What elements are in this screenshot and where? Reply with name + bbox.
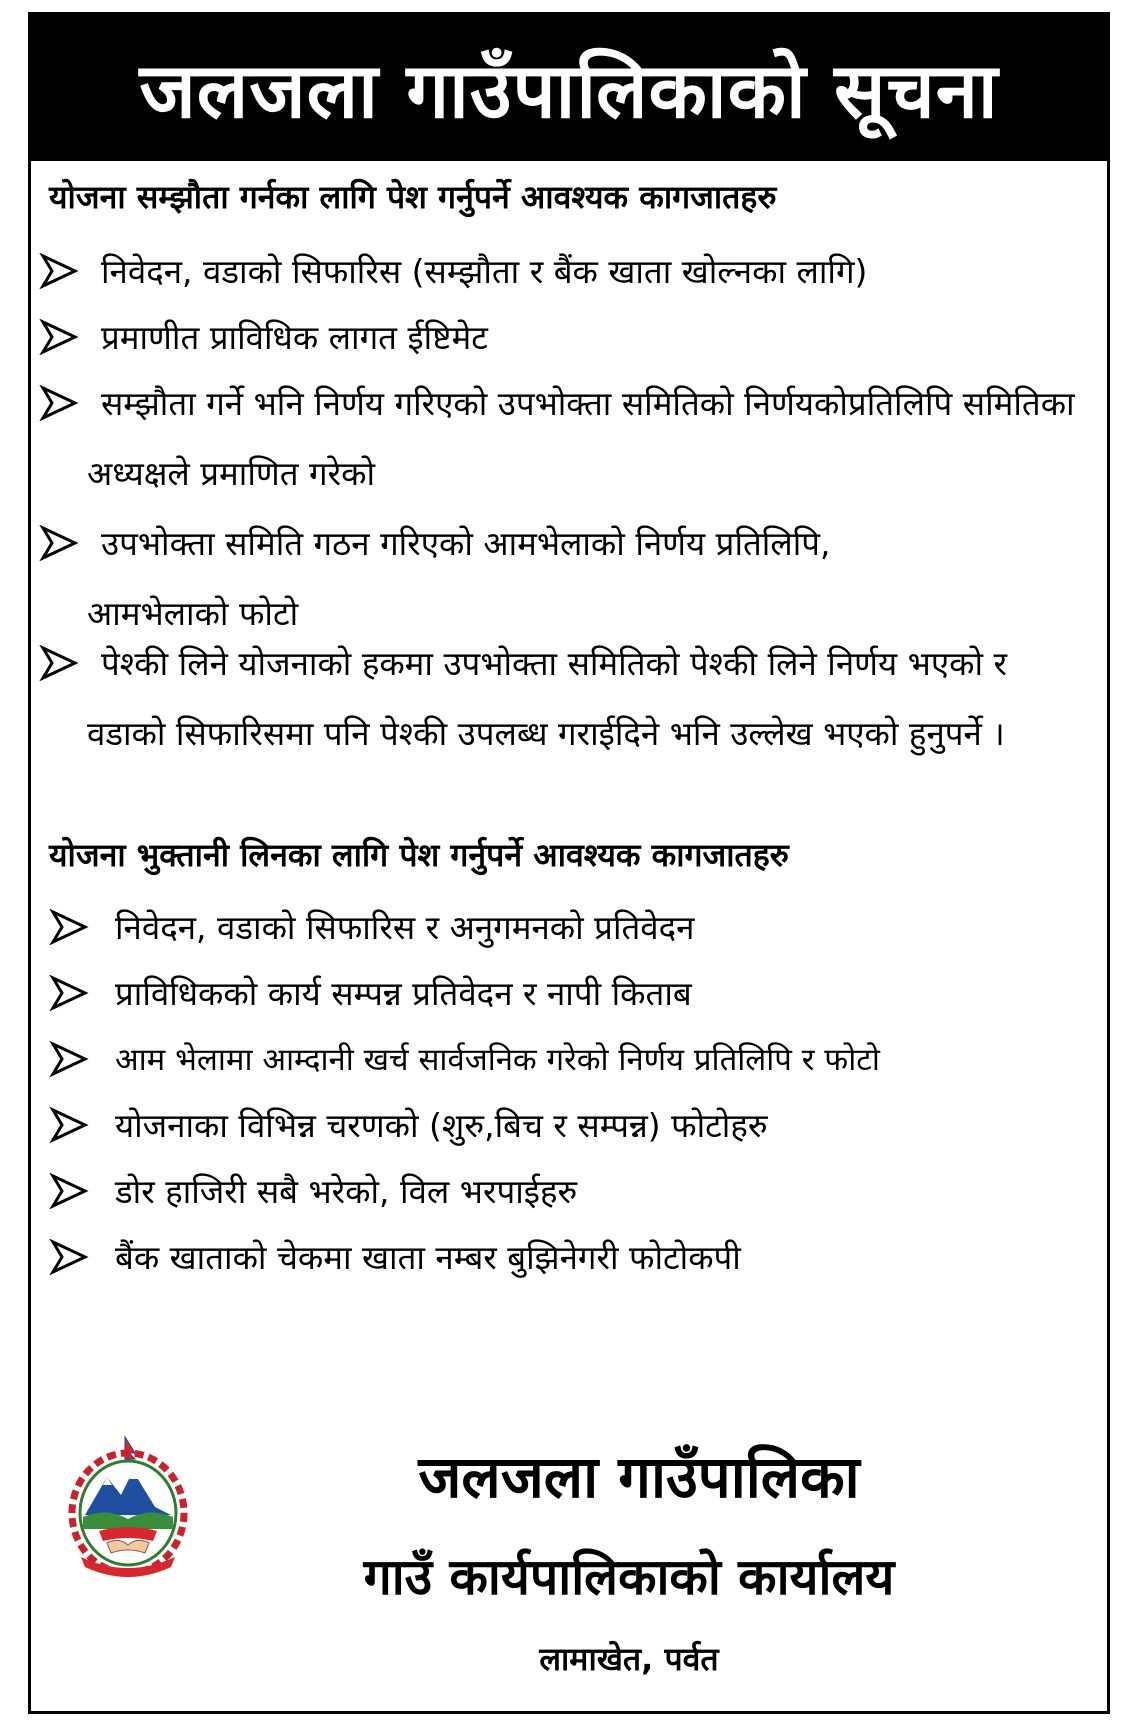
section-heading-agreement: योजना सम्झौता गर्नका लागि पेश गर्नुपर्ने आवश्यक कागजातहरु <box>49 178 777 216</box>
office-address: लामाखेत, पर्वत <box>539 1640 719 1678</box>
list-item-text: आम भेलामा आम्दानी खर्च सार्वजनिक गरेको निर्णय प्रतिलिपि र फोटो <box>115 1042 880 1078</box>
arrowhead-bullet-icon <box>39 319 79 355</box>
nepal-government-emblem-icon <box>63 1433 193 1583</box>
arrowhead-bullet-icon <box>49 909 89 945</box>
arrowhead-bullet-icon <box>49 975 89 1011</box>
list-item-text: उपभोक्ता समिति गठन गरिएको आमभेलाको निर्णय प्रतिलिपि, आमभेलाको फोटो <box>87 524 831 633</box>
arrowhead-bullet-icon <box>49 1107 89 1143</box>
notice-frame <box>28 12 1110 1714</box>
arrowhead-bullet-icon <box>49 1173 89 1209</box>
title-bar <box>31 15 1107 161</box>
section-heading-payment: योजना भुक्तानी लिनका लागि पेश गर्नुपर्ने आवश्यक कागजातहरु <box>49 836 789 874</box>
list-item-text: प्राविधिकको कार्य सम्पन्न प्रतिवेदन र नापी किताब <box>115 974 692 1013</box>
arrowhead-bullet-icon <box>49 1041 89 1077</box>
list-item <box>31 369 1107 509</box>
list-item-text: योजनाका विभिन्न चरणको (शुरु,बिच र सम्पन्न) फोटोहरु <box>115 1106 768 1145</box>
list-item-text: पेश्की लिने योजनाको हकमा उपभोक्ता समितिको पेश्की लिने निर्णय भएको र वडाको सिफारिसमा पनि पेश्की उपलब्ध गराईदिने भनि उल्लेख भएको हुनुपर्ने । <box>87 644 1007 753</box>
arrowhead-bullet-icon <box>49 1239 89 1275</box>
office-name: जलजला गाउँपालिका <box>418 1443 860 1511</box>
list-item <box>31 629 1107 839</box>
arrowhead-bullet-icon <box>39 525 79 561</box>
list-item-text: निवेदन, वडाको सिफारिस र अनुगमनको प्रतिवेदन <box>115 908 695 947</box>
office-subtitle: गाउँ कार्यपालिकाको कार्यालय <box>363 1548 895 1606</box>
list-item-text: डोर हाजिरी सबै भरेको, विल भरपाईहरु <box>115 1172 578 1211</box>
list-item-text: बैंक खाताको चेकमा खाता नम्बर बुझिनेगरी फोटोकपी <box>115 1238 741 1277</box>
list-item-text: प्रमाणीत प्राविधिक लागत ईष्टिमेट <box>101 318 488 357</box>
notice-title: जलजला गाउँपालिकाको सूचना <box>139 45 999 135</box>
arrowhead-bullet-icon <box>39 645 79 681</box>
arrowhead-bullet-icon <box>39 253 79 289</box>
list-item <box>31 509 1107 649</box>
notice-footer <box>31 1393 1107 1711</box>
list-item-text: निवेदन, वडाको सिफारिस (सम्झौता र बैंक खाता खोल्नका लागि) <box>101 252 868 291</box>
list-item-text: सम्झौता गर्ने भनि निर्णय गरिएको उपभोक्ता समितिको निर्णयकोप्रतिलिपि समितिका अध्यक्षले प्रमाणित गरेको <box>87 384 1075 493</box>
arrowhead-bullet-icon <box>39 385 79 421</box>
